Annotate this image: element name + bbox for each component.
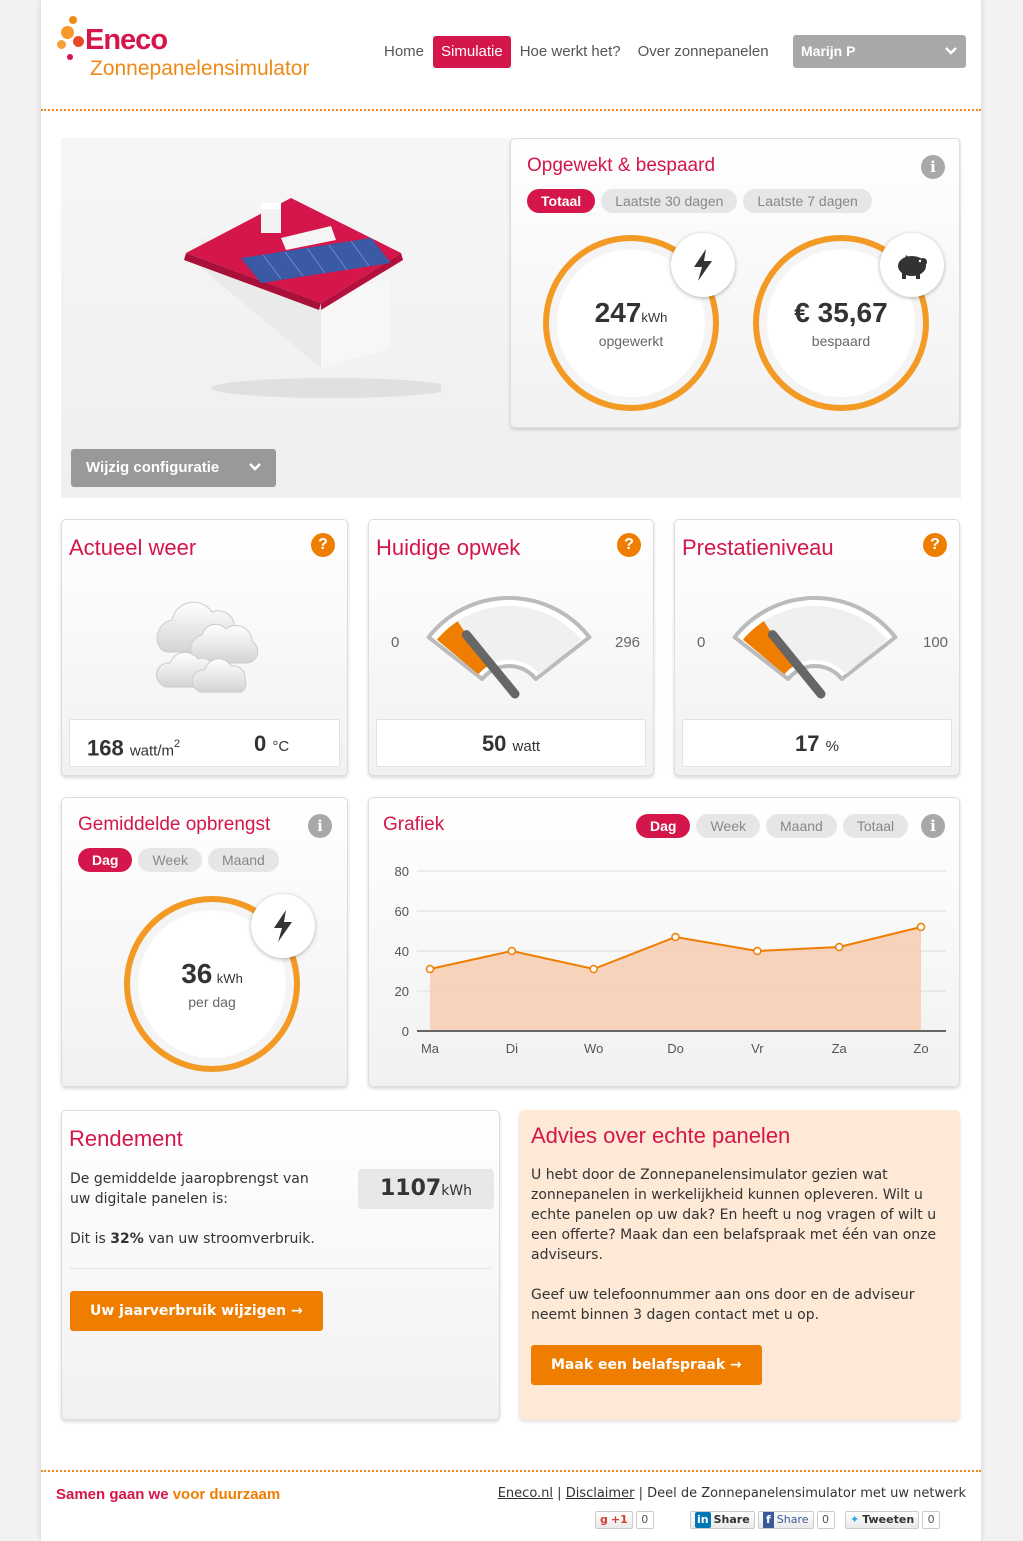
irradiance-value: 168	[87, 735, 124, 761]
config-button-label: Wijzig configuratie	[86, 459, 220, 476]
linkedin-widget	[690, 1510, 755, 1530]
advies-paragraph-2: Geef uw telefoonnummer aan ons door en de adviseur neemt binnen 3 dagen contact met u op.	[531, 1287, 915, 1323]
info-icon[interactable]: i	[308, 814, 332, 838]
rendement-line1: De gemiddelde jaaropbrengst van	[70, 1171, 309, 1187]
data-point	[672, 934, 679, 941]
y-tick-label: 20	[394, 984, 409, 999]
slogan-part-b: voor duurzaam	[172, 1486, 281, 1503]
arrow-right-icon: →	[291, 1303, 303, 1319]
belafspraak-button[interactable]	[531, 1345, 762, 1385]
facebook-widget	[758, 1510, 835, 1530]
opwek-card	[368, 519, 654, 776]
prestatie-min: 0	[697, 634, 706, 651]
header-divider	[41, 109, 981, 111]
y-tick-label: 40	[394, 944, 409, 959]
tab-dag[interactable]: Dag	[636, 814, 690, 838]
opwek-unit: watt	[512, 738, 541, 755]
nav-simulatie[interactable]: Simulatie	[433, 36, 511, 68]
prestatie-title: Prestatieniveau	[682, 535, 834, 560]
page	[41, 0, 981, 1541]
data-point	[508, 948, 515, 955]
y-tick-label: 60	[394, 904, 409, 919]
x-tick-label: Vr	[751, 1041, 764, 1056]
gemiddeld-value: 36	[181, 958, 213, 989]
y-tick-label: 80	[394, 864, 409, 879]
logo-dots-icon	[57, 14, 87, 64]
tab-week[interactable]: Week	[696, 814, 760, 838]
info-icon[interactable]: i	[921, 155, 945, 179]
tab-week[interactable]: Week	[138, 848, 202, 872]
x-tick-label: Ma	[420, 1041, 440, 1056]
irradiance-unit: watt/m	[129, 742, 175, 760]
twitter-icon: ✦	[850, 1513, 860, 1526]
rendement-title: Rendement	[69, 1126, 183, 1151]
rendement-description	[70, 1169, 309, 1209]
data-point	[918, 924, 925, 931]
advies-title: Advies over echte panelen	[531, 1123, 791, 1148]
opgewekt-card	[510, 138, 960, 428]
user-name: Marijn P	[801, 43, 856, 59]
nav-over-zonnepanelen[interactable]: Over zonnepanelen	[637, 43, 769, 60]
energy-unit: kWh	[641, 310, 668, 325]
house-illustration	[181, 198, 441, 398]
pct-value: 32%	[110, 1231, 144, 1247]
opwek-title: Huidige opwek	[376, 535, 521, 560]
jaarverbruik-button-label: Uw jaarverbruik wijzigen	[90, 1303, 287, 1319]
lightning-icon	[671, 233, 735, 297]
footer-links: Eneco.nl | Disclaimer | Deel de Zonnepanelensimulator met uw netwerk	[497, 1486, 966, 1501]
weer-title: Actueel weer	[69, 535, 197, 560]
gemiddeld-caption: per dag	[188, 994, 236, 1010]
nav-home[interactable]: Home	[384, 43, 425, 60]
rendement-line2: uw digitale panelen is:	[70, 1191, 229, 1207]
facebook-button[interactable]	[758, 1511, 814, 1529]
twitter-count: 0	[922, 1511, 940, 1529]
brand-name: Eneco	[85, 24, 168, 56]
twitter-label: Tweeten	[862, 1513, 915, 1526]
money-caption: bespaard	[811, 333, 871, 349]
temperature-unit: °C	[272, 738, 290, 755]
tab-totaal[interactable]: Totaal	[843, 814, 908, 838]
facebook-icon: f	[763, 1512, 774, 1528]
gemiddeld-card	[61, 797, 348, 1087]
config-button[interactable]	[71, 449, 276, 487]
irradiance-sup: 2	[174, 738, 181, 750]
main-nav	[376, 36, 778, 68]
opwek-min: 0	[391, 634, 400, 651]
linkedin-button[interactable]	[690, 1511, 755, 1529]
user-dropdown[interactable]	[793, 35, 966, 68]
linkedin-label: Share	[713, 1513, 750, 1526]
x-tick-label: Za	[831, 1041, 847, 1056]
eneco-link[interactable]: Eneco.nl	[497, 1486, 554, 1501]
rendement-percentage	[70, 1229, 315, 1249]
rendement-unit: kWh	[441, 1183, 473, 1199]
jaarverbruik-button[interactable]	[70, 1291, 323, 1331]
temperature-readout	[254, 720, 289, 771]
share-text: Deel de Zonnepanelensimulator met uw netwerk	[647, 1486, 966, 1501]
opwek-gauge	[409, 590, 609, 700]
gplus-button[interactable]	[595, 1511, 633, 1529]
prestatie-value: 17	[795, 731, 820, 756]
prestatie-max: 100	[923, 634, 949, 651]
tab-dag[interactable]: Dag	[78, 848, 132, 872]
rendement-value: 1107	[379, 1176, 442, 1201]
energy-value: 247	[594, 297, 642, 328]
x-tick-label: Do	[667, 1041, 684, 1056]
brand-subtitle: Zonnepanelensimulator	[90, 57, 310, 80]
facebook-label: Share	[776, 1513, 809, 1526]
y-tick-label: 0	[401, 1024, 409, 1039]
gemiddeld-title: Gemiddelde opbrengst	[78, 814, 271, 835]
slogan-part-a: Samen gaan we	[56, 1486, 169, 1503]
info-icon[interactable]: i	[921, 814, 945, 838]
help-icon[interactable]: ?	[617, 533, 641, 557]
x-tick-label: Zo	[913, 1041, 929, 1056]
temperature-value: 0	[254, 731, 267, 756]
gplus-label: +1	[610, 1513, 628, 1526]
pct-prefix: Dit is	[70, 1231, 111, 1247]
prestatie-card	[674, 519, 960, 776]
prestatie-gauge	[715, 590, 915, 700]
rendement-value-box	[358, 1169, 494, 1209]
prestatie-readout	[682, 719, 952, 767]
tab-maand[interactable]: Maand	[208, 848, 279, 872]
data-point	[590, 966, 597, 973]
gplus-widget	[595, 1510, 654, 1530]
advies-paragraph-1: U hebt door de Zonnepanelensimulator gezien wat zonnepanelen in werkelijkheid kunnen opleveren. Wilt u echte panelen op uw dak? En heeft u nog vragen of wilt u een offerte? Maak dan een belafspraak met één van onze adviseurs.	[531, 1167, 937, 1263]
help-icon[interactable]: ?	[923, 533, 947, 557]
eneco-logo[interactable]	[57, 14, 347, 84]
money-value: € 35,67	[794, 297, 888, 328]
opwek-value: 50	[481, 731, 507, 756]
tab-totaal[interactable]: Totaal	[527, 189, 595, 213]
lightning-icon	[251, 894, 315, 958]
opwek-readout	[376, 719, 646, 767]
chevron-down-icon	[248, 449, 262, 502]
gplus-icon: g	[600, 1513, 608, 1526]
nav-hoe-werkt-het[interactable]: Hoe werkt het?	[519, 43, 621, 60]
tab-laatste-30-dagen[interactable]: Laatste 30 dagen	[601, 189, 737, 213]
chevron-down-icon	[944, 35, 958, 80]
disclaimer-link[interactable]: Disclaimer	[565, 1486, 635, 1501]
irradiance-readout	[87, 720, 180, 775]
tab-maand[interactable]: Maand	[766, 814, 837, 838]
tab-laatste-7-dagen[interactable]: Laatste 7 dagen	[743, 189, 871, 213]
cloud-icon	[142, 595, 272, 700]
weer-readout	[69, 719, 340, 767]
opgewekt-tabs	[527, 189, 872, 213]
grafiek-title: Grafiek	[383, 814, 445, 835]
grafiek-card	[368, 797, 960, 1087]
twitter-button[interactable]	[845, 1511, 919, 1529]
footer-slogan	[56, 1486, 280, 1503]
facebook-count: 0	[817, 1511, 835, 1529]
x-tick-label: Wo	[584, 1041, 604, 1056]
x-tick-label: Di	[505, 1041, 518, 1056]
gemiddeld-unit: kWh	[216, 971, 243, 986]
pct-suffix: van uw stroomverbruik.	[143, 1231, 315, 1247]
prestatie-unit: %	[825, 738, 839, 755]
gemiddeld-tabs	[78, 848, 279, 872]
belafspraak-button-label: Maak een belafspraak	[551, 1357, 726, 1373]
linkedin-icon: in	[697, 1513, 709, 1526]
gplus-count: 0	[636, 1511, 654, 1529]
twitter-widget	[845, 1510, 940, 1530]
divider	[70, 1268, 491, 1269]
line-chart	[369, 798, 961, 1088]
data-point	[836, 944, 843, 951]
footer-divider	[41, 1470, 981, 1472]
piggy-bank-icon	[880, 233, 944, 297]
help-icon[interactable]: ?	[311, 533, 335, 557]
energy-caption: opgewerkt	[598, 333, 664, 349]
advies-panel	[519, 1110, 960, 1420]
weer-card	[61, 519, 348, 776]
data-point	[754, 948, 761, 955]
opgewekt-title: Opgewekt & bespaard	[527, 155, 716, 176]
data-point	[427, 966, 434, 973]
area-fill	[430, 927, 921, 1031]
opwek-max: 296	[615, 634, 641, 651]
rendement-card	[61, 1110, 500, 1420]
arrow-right-icon: →	[730, 1357, 742, 1373]
